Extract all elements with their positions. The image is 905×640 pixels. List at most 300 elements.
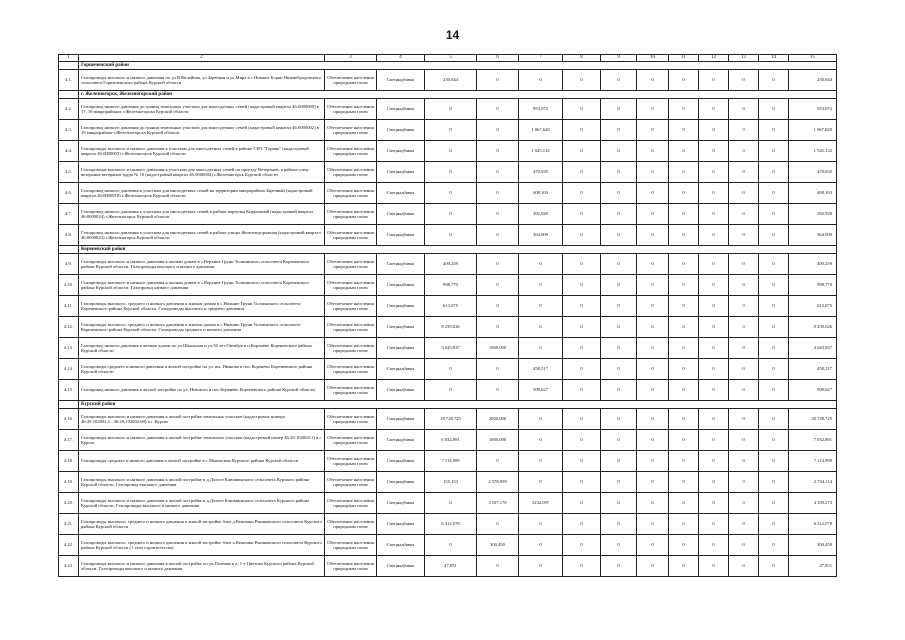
year-value: 0 (477, 514, 519, 535)
year-value: 998,770 (425, 275, 477, 296)
funding-source: Спецнадбавка (377, 409, 425, 430)
year-value: 0 (477, 183, 519, 204)
object-description: Газопровод низкого давления к жилой застройке по ул. Невского в пос.Коренёво Кореневского района Курской области (79, 380, 325, 401)
table-row (59, 514, 837, 535)
total-value: 4 643,837 (789, 338, 837, 359)
year-value: 0 (669, 409, 699, 430)
year-value: 0 (637, 359, 669, 380)
year-value: 0 (699, 493, 729, 514)
row-number: 4.13. (59, 338, 79, 359)
total-value: 509,627 (789, 380, 837, 401)
column-number: 2 (79, 55, 325, 62)
funding-source: Спецнадбавка (377, 120, 425, 141)
object-purpose: Обеспечение населения природным газом (325, 296, 377, 317)
funding-source: Спецнадбавка (377, 556, 425, 577)
year-value: 0 (637, 556, 669, 577)
table-row (59, 556, 837, 577)
object-purpose: Обеспечение населения природным газом (325, 141, 377, 162)
object-description: Газопроводы высокого и низкого давления к жилой застройке в д.Долгое Клюквинского сельсовета Курского района Курской области. Газопроводы высокого и низкого давления (79, 493, 325, 514)
year-value: 470,035 (519, 162, 563, 183)
year-value: 0 (601, 225, 637, 246)
year-value: 0 (729, 254, 759, 275)
year-value: 0 (729, 472, 759, 493)
year-value: 0 (563, 254, 601, 275)
year-value: 0 (669, 317, 699, 338)
year-value: 0 (637, 204, 669, 225)
year-value: 0 (699, 338, 729, 359)
funding-source: Спецнадбавка (377, 225, 425, 246)
funding-source: Спецнадбавка (377, 535, 425, 556)
funding-source: Спецнадбавка (377, 472, 425, 493)
year-value: 0 (729, 493, 759, 514)
year-value: 0 (519, 275, 563, 296)
year-value: 0 (601, 338, 637, 359)
year-value: 0 (601, 141, 637, 162)
year-value: 155,153 (425, 472, 477, 493)
section-row (59, 246, 837, 254)
object-purpose: Обеспечение населения природным газом (325, 514, 377, 535)
year-value: 0 (669, 451, 699, 472)
year-value: 1232,097 (519, 493, 563, 514)
year-value: 0 (477, 99, 519, 120)
section-title: Кореневский район (79, 246, 837, 254)
year-value: 0 (699, 451, 729, 472)
year-value: 0 (563, 296, 601, 317)
row-number: 4.15. (59, 380, 79, 401)
year-value: 0 (729, 338, 759, 359)
year-value: 0 (699, 409, 729, 430)
year-value: 0 (425, 359, 477, 380)
row-number: 4.1. (59, 70, 79, 91)
object-purpose: Обеспечение населения природным газом (325, 493, 377, 514)
year-value: 0 (477, 296, 519, 317)
funding-source: Спецнадбавка (377, 99, 425, 120)
funding-source: Спецнадбавка (377, 70, 425, 91)
total-value: 20 728,725 (789, 409, 837, 430)
year-value: 0 (601, 162, 637, 183)
column-number: 12 (699, 55, 729, 62)
object-purpose: Обеспечение населения природным газом (325, 317, 377, 338)
row-number: 4.11. (59, 296, 79, 317)
year-value: 0 (699, 275, 729, 296)
year-value: 0 (669, 535, 699, 556)
section-number-cell (59, 62, 79, 70)
funding-source: Спецнадбавка (377, 380, 425, 401)
year-value: 0 (669, 162, 699, 183)
total-value: 6 312,078 (789, 514, 837, 535)
year-value: 0 (637, 514, 669, 535)
year-value: 0 (669, 254, 699, 275)
year-value: 0 (699, 162, 729, 183)
year-value: 0 (729, 359, 759, 380)
year-value: 0 (759, 183, 789, 204)
year-value: 3 643,837 (425, 338, 477, 359)
table-row (59, 380, 837, 401)
year-value: 0 (637, 535, 669, 556)
object-purpose: Обеспечение населения природным газом (325, 556, 377, 577)
year-value: 0 (563, 162, 601, 183)
object-description: Газопроводы высокого, среднего и низкого давления к жилой застройке близ х.Кешенки Рышковского сельсовета Курского района Курской области (1 этап строительства) (79, 535, 325, 556)
funding-source: Спецнадбавка (377, 162, 425, 183)
year-value: 0 (601, 380, 637, 401)
year-value: 0 (477, 204, 519, 225)
year-value: 0 (477, 380, 519, 401)
funding-source: Спецнадбавка (377, 141, 425, 162)
table-row (59, 141, 837, 162)
year-value: 0 (563, 430, 601, 451)
year-value: 0 (563, 99, 601, 120)
year-value: 0 (477, 70, 519, 91)
total-value: 300,450 (789, 535, 837, 556)
year-value: 0 (669, 380, 699, 401)
funding-source: Спецнадбавка (377, 296, 425, 317)
year-value: 0 (563, 317, 601, 338)
year-value: 0 (759, 141, 789, 162)
program-table-container (58, 54, 836, 577)
total-value: 2 734,114 (789, 472, 837, 493)
total-value: 392,920 (789, 204, 837, 225)
object-description: Газопроводы высокого и низкого давления к жилой застройке земельных участков (кадастровый номер 46:29:102004:1) в г. Курске (79, 430, 325, 451)
year-value: 0 (519, 338, 563, 359)
funding-source: Спецнадбавка (377, 359, 425, 380)
year-value: 0 (519, 535, 563, 556)
section-number-cell (59, 246, 79, 254)
year-value: 0 (729, 380, 759, 401)
total-value: 47,851 (789, 556, 837, 577)
year-value: 0 (729, 225, 759, 246)
year-value: 0 (759, 70, 789, 91)
year-value: 1000,000 (477, 338, 519, 359)
year-value: 0 (477, 556, 519, 577)
year-value: 0 (601, 254, 637, 275)
year-value: 0 (729, 99, 759, 120)
column-number: 11 (669, 55, 699, 62)
year-value: 0 (729, 535, 759, 556)
year-value: 47,851 (425, 556, 477, 577)
total-value: 458,517 (789, 359, 837, 380)
year-value: 0 (759, 254, 789, 275)
funding-source: Спецнадбавка (377, 317, 425, 338)
object-purpose: Обеспечение населения природным газом (325, 225, 377, 246)
year-value: 0 (425, 380, 477, 401)
object-purpose: Обеспечение населения природным газом (325, 275, 377, 296)
total-value: 613,075 (789, 296, 837, 317)
year-value: 0 (601, 514, 637, 535)
year-value: 0 (699, 430, 729, 451)
year-value: 0 (519, 254, 563, 275)
year-value: 0 (669, 141, 699, 162)
table-row (59, 254, 837, 275)
year-value: 0 (563, 225, 601, 246)
year-value: 0 (699, 254, 729, 275)
table-row (59, 275, 837, 296)
year-value: 0 (729, 275, 759, 296)
year-value: 0 (563, 141, 601, 162)
year-value: 0 (601, 99, 637, 120)
year-value: 0 (759, 99, 789, 120)
year-value: 0 (637, 430, 669, 451)
year-value: 0 (601, 204, 637, 225)
year-value: 0 (563, 493, 601, 514)
year-value: 0 (669, 493, 699, 514)
year-value: 0 (637, 275, 669, 296)
column-number: 5 (425, 55, 477, 62)
object-description: Газопроводы высокого и низкого давления к жилым домам в с.Верхние Груни Толпинского сельсовета Кореневского района Курской области. Газопроводы высокого и низкого давления (79, 254, 325, 275)
object-description: Газопроводы высокого, среднего и низкого давления к жилым домам в с.Нижние Груни Толпинского сельсовета Кореневского района Курской области. Газопроводы высокого и среднего давления (79, 296, 325, 317)
column-number: 6 (477, 55, 519, 62)
year-value: 0 (669, 120, 699, 141)
year-value: 6 312,078 (425, 514, 477, 535)
column-number: 4 (377, 55, 425, 62)
year-value: 392,920 (519, 204, 563, 225)
table-row (59, 451, 837, 472)
year-value: 0 (477, 141, 519, 162)
year-value: 0 (759, 317, 789, 338)
object-purpose: Обеспечение населения природным газом (325, 451, 377, 472)
funding-source: Спецнадбавка (377, 254, 425, 275)
year-value: 0 (563, 535, 601, 556)
year-value: 0 (637, 70, 669, 91)
program-table (58, 54, 837, 577)
year-value: 300,450 (477, 535, 519, 556)
row-number: 4.10. (59, 275, 79, 296)
object-purpose: Обеспечение населения природным газом (325, 254, 377, 275)
object-description: Газопроводы высокого и низкого давления к участкам для многодетных семей по проезду Ветеранов, в районе улиц-ветеранов ветеранов труда № 10 (кадастровый квартал 46:0000004) г.Железногорск Курской области (79, 162, 325, 183)
year-value: 0 (637, 409, 669, 430)
year-value: 0 (669, 514, 699, 535)
column-number: 8 (563, 55, 601, 62)
total-value: 7 114,999 (789, 451, 837, 472)
year-value: 0 (637, 183, 669, 204)
total-value: 998,770 (789, 275, 837, 296)
funding-source: Спецнадбавка (377, 204, 425, 225)
year-value: 0 (699, 120, 729, 141)
year-value: 0 (699, 183, 729, 204)
row-number: 4.5. (59, 162, 79, 183)
table-row (59, 120, 837, 141)
year-value: 2000,000 (477, 409, 519, 430)
year-value: 0 (669, 359, 699, 380)
table-row (59, 183, 837, 204)
year-value: 509,627 (519, 380, 563, 401)
table-row (59, 338, 837, 359)
table-row (59, 225, 837, 246)
object-purpose: Обеспечение населения природным газом (325, 70, 377, 91)
funding-source: Спецнадбавка (377, 275, 425, 296)
row-number: 4.20. (59, 493, 79, 514)
total-value: 4 339,273 (789, 493, 837, 514)
year-value: 0 (759, 535, 789, 556)
object-purpose: Обеспечение населения природным газом (325, 183, 377, 204)
row-number: 4.6. (59, 183, 79, 204)
year-value: 0 (669, 556, 699, 577)
year-value: 408,103 (519, 183, 563, 204)
page-number: 14 (445, 28, 460, 42)
section-row (59, 401, 837, 409)
total-value: 230,644 (789, 70, 837, 91)
year-value: 0 (601, 120, 637, 141)
year-value: 1 067,620 (519, 120, 563, 141)
total-value: 400,259 (789, 254, 837, 275)
column-number: 7 (519, 55, 563, 62)
year-value: 0 (699, 380, 729, 401)
year-value: 0 (563, 380, 601, 401)
year-value: 0 (699, 472, 729, 493)
table-body (59, 55, 837, 577)
year-value: 0 (563, 472, 601, 493)
table-row (59, 99, 837, 120)
object-description: Газопроводы среднего и низкого давления к жилой застройке в с.Моковском Курского района Курской области (79, 451, 325, 472)
year-value: 0 (637, 99, 669, 120)
year-value: 0 (729, 70, 759, 91)
object-description: Газопроводы среднего и низкого давления к жилой застройке по ул. им. Иванова в пос.Коренёво Кореневского района Курской области (79, 359, 325, 380)
year-value: 0 (759, 514, 789, 535)
section-title: Курский район (79, 401, 837, 409)
year-value: 0 (669, 472, 699, 493)
year-value: 0 (477, 317, 519, 338)
year-value: 0 (759, 493, 789, 514)
object-purpose: Обеспечение населения природным газом (325, 380, 377, 401)
table-row (59, 296, 837, 317)
year-value: 0 (519, 70, 563, 91)
year-value: 0 (477, 225, 519, 246)
year-value: 364,009 (519, 225, 563, 246)
year-value: 0 (519, 430, 563, 451)
year-value: 0 (637, 225, 669, 246)
year-value: 0 (699, 535, 729, 556)
year-value: 0 (563, 556, 601, 577)
object-description: Газопровод низкого давления до границ земельных участков для многодетных семей (кадастровый квартал 46:0000002) в 19 микрорайоне г.Железногорска Курской области (79, 120, 325, 141)
year-value: 0 (729, 430, 759, 451)
year-value: 0 (601, 183, 637, 204)
year-value: 0 (477, 120, 519, 141)
year-value: 0 (477, 254, 519, 275)
total-value: 364,009 (789, 225, 837, 246)
year-value: 0 (729, 204, 759, 225)
year-value: 0 (637, 451, 669, 472)
year-value: 0 (601, 472, 637, 493)
year-value: 0 (637, 120, 669, 141)
object-purpose: Обеспечение населения природным газом (325, 338, 377, 359)
object-description: Газопроводы высокого и низкого давления к жилым домам в с.Верхние Груни Толпинского сельсовета Кореневского района Курской области. Газопровод низкого давления (79, 275, 325, 296)
year-value: 0 (519, 472, 563, 493)
funding-source: Спецнадбавка (377, 451, 425, 472)
year-value: 0 (563, 359, 601, 380)
table-row (59, 70, 837, 91)
column-number: 10 (637, 55, 669, 62)
row-number: 4.21. (59, 514, 79, 535)
year-value: 0 (759, 296, 789, 317)
year-value: 0 (425, 493, 477, 514)
section-title: г. Железногорск, Железногорский район (79, 91, 837, 99)
object-description: Газопроводы высокого и низкого давления к жилой застройке в д.Долгое Клюквинского сельсовета Курского района Курской области. Газопровод высокого давления (79, 472, 325, 493)
total-value: 8 239,026 (789, 317, 837, 338)
object-purpose: Обеспечение населения природным газом (325, 472, 377, 493)
object-description: Газопроводы высокого, среднего и низкого давления к жилым домам в с.Нижние Груни Толпинского сельсовета Кореневского района Курской области. Газопроводы среднего и низкого давления (79, 317, 325, 338)
object-purpose: Обеспечение населения природным газом (325, 120, 377, 141)
row-number: 4.12. (59, 317, 79, 338)
year-value: 1 545,132 (519, 141, 563, 162)
year-value: 0 (729, 162, 759, 183)
object-description: Газопровод низкого давления к участкам для многодетных семей на территории микрорайона Заречный (кадастровый квартал 46:0000018) г.Железногорск Курской области (79, 183, 325, 204)
row-number: 4.17. (59, 430, 79, 451)
year-value: 2 578,959 (477, 472, 519, 493)
year-value: 0 (477, 275, 519, 296)
year-value: 0 (563, 183, 601, 204)
year-value: 0 (563, 70, 601, 91)
object-description: Газопроводы высокого, среднего и низкого давления к жилой застройке близ д.Кешенки Рышковского сельсовета Курского района Курской области (79, 514, 325, 535)
year-value: 0 (759, 380, 789, 401)
year-value: 0 (519, 409, 563, 430)
funding-source: Спецнадбавка (377, 430, 425, 451)
year-value: 0 (759, 430, 789, 451)
year-value: 0 (425, 141, 477, 162)
year-value: 0 (637, 380, 669, 401)
year-value: 0 (425, 204, 477, 225)
year-value: 0 (563, 338, 601, 359)
year-value: 0 (669, 275, 699, 296)
year-value: 0 (601, 296, 637, 317)
year-value: 0 (477, 162, 519, 183)
year-value: 0 (637, 317, 669, 338)
year-value: 0 (563, 204, 601, 225)
year-value: 0 (563, 514, 601, 535)
year-value: 0 (637, 141, 669, 162)
object-description: Газопроводы высокого и низкого давления к жилой застройке земельных участков (кадастровые номера 46:29:102002:1...46:29:102002:69) в г. Курске (79, 409, 325, 430)
year-value: 0 (699, 225, 729, 246)
section-row (59, 91, 837, 99)
row-number: 4.7. (59, 204, 79, 225)
year-value: 1000,000 (477, 430, 519, 451)
year-value: 0 (425, 225, 477, 246)
year-value: 0 (759, 451, 789, 472)
year-value: 0 (699, 204, 729, 225)
funding-source: Спецнадбавка (377, 493, 425, 514)
row-number: 4.4. (59, 141, 79, 162)
year-value: 0 (729, 317, 759, 338)
column-number: 3 (325, 55, 377, 62)
year-value: 0 (669, 225, 699, 246)
year-value: 0 (759, 338, 789, 359)
table-row (59, 535, 837, 556)
year-value: 0 (669, 296, 699, 317)
funding-source: Спецнадбавка (377, 183, 425, 204)
year-value: 0 (729, 120, 759, 141)
year-value: 0 (601, 275, 637, 296)
year-value: 0 (637, 254, 669, 275)
object-description: Газопроводы высокого и низкого давления по ул.Юбилейная, ул.Заречная и ул.Мира в с.Нижнее Борки Нижнебродовского сельсовета Горшеченского района Курской области (79, 70, 325, 91)
object-purpose: Обеспечение населения природным газом (325, 409, 377, 430)
year-value: 0 (425, 535, 477, 556)
table-row (59, 472, 837, 493)
object-description: Газопровод низкого давления к участкам для многодетных семей в районе улицы Железнодорожная (кадастровый квартал 46:0000023) г.Железногорск Курской области (79, 225, 325, 246)
year-value: 0 (601, 359, 637, 380)
year-value: 0 (601, 493, 637, 514)
table-row (59, 430, 837, 451)
year-value: 8 239,026 (425, 317, 477, 338)
year-value: 0 (699, 359, 729, 380)
year-value: 0 (699, 556, 729, 577)
table-row (59, 409, 837, 430)
year-value: 0 (759, 120, 789, 141)
year-value: 953,072 (519, 99, 563, 120)
year-value: 0 (601, 70, 637, 91)
year-value: 3 107,176 (477, 493, 519, 514)
object-purpose: Обеспечение населения природным газом (325, 204, 377, 225)
year-value: 0 (729, 451, 759, 472)
table-row (59, 317, 837, 338)
row-number: 4.2. (59, 99, 79, 120)
